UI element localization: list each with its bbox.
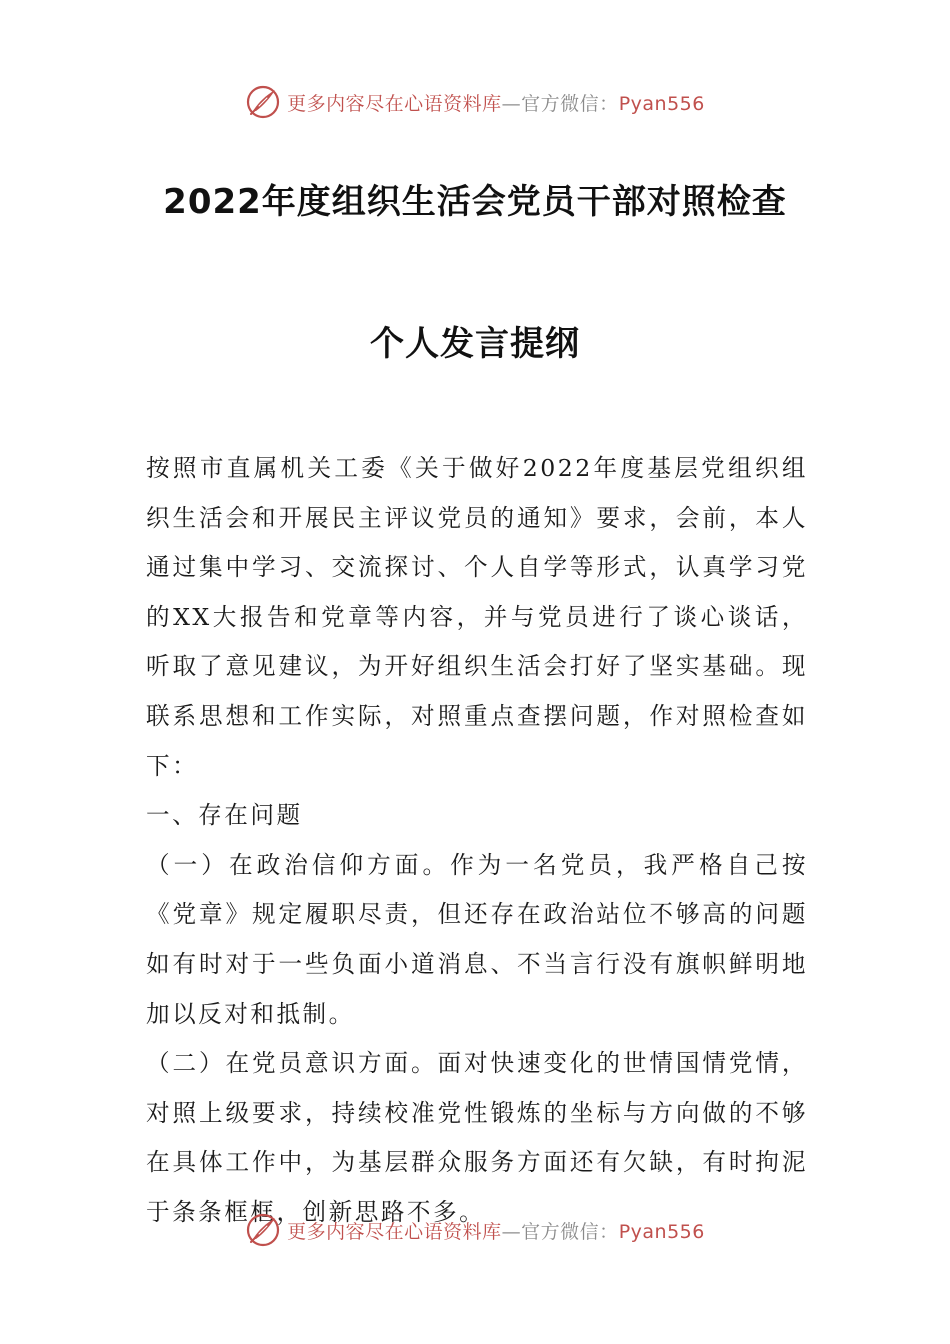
watermark-wechat-id: Pyan556 xyxy=(618,92,705,115)
watermark-text xyxy=(287,89,705,116)
quill-pen-logo-icon xyxy=(245,84,281,120)
watermark-grey-text: 官方微信： xyxy=(521,92,619,115)
document-title-line-1: 2022年度组织生活会党员干部对照检查 xyxy=(163,182,787,222)
body-paragraph-political-belief: （一）在政治信仰方面。作为一名党员，我严格自己按《党章》规定履职尽责，但还存在政治站位不够高的问题如有时对于一些负面小道消息、不当言行没有旗帜鲜明地加以反对和抵制。 xyxy=(146,850,808,1028)
watermark-wechat-id: Pyan556 xyxy=(618,1220,705,1243)
watermark-text xyxy=(287,1217,705,1244)
document-title-line-2: 个人发言提纲 xyxy=(370,324,580,364)
watermark-red-text: 更多内容尽在心语资料库 xyxy=(287,92,502,115)
body-paragraph-intro: 按照市直属机关工委《关于做好2022年度基层党组织组织生活会和开展民主评议党员的通知》要求，会前，本人通过集中学习、交流探讨、个人自学等形式，认真学习党的XX大报告和党章等内容，并与党员进行了谈心谈话，听取了意见建议，为开好组织生活会打好了坚实基础。现联系思想和工作实际，对照重点查摆问题，作对照检查如下： xyxy=(146,454,808,780)
document-body xyxy=(146,444,808,1238)
watermark-dash: — xyxy=(501,1220,522,1243)
body-paragraph-party-awareness: （二）在党员意识方面。面对快速变化的世情国情党情，对照上级要求，持续校准党性锻炼的坐标与方向做的不够在具体工作中，为基层群众服务方面还有欠缺，有时拘泥于条条框框，创新思路不多。 xyxy=(146,1049,808,1226)
quill-pen-logo-icon xyxy=(245,1212,281,1248)
watermark-grey-text: 官方微信： xyxy=(521,1220,619,1243)
section-heading-problems: 一、存在问题 xyxy=(146,801,303,830)
footer-watermark-banner xyxy=(0,1210,950,1250)
header-watermark-banner xyxy=(0,82,950,122)
watermark-dash: — xyxy=(501,92,522,115)
watermark-red-text: 更多内容尽在心语资料库 xyxy=(287,1220,502,1243)
